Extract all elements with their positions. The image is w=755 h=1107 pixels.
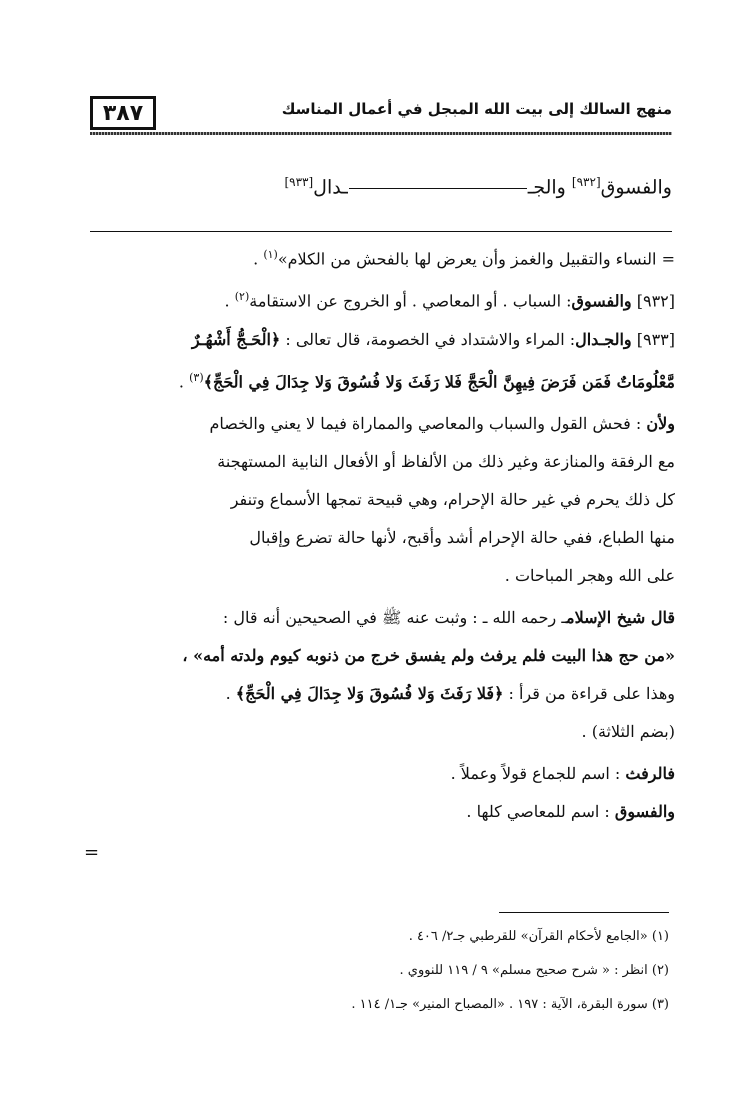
wa-an-paragraph: ولأن : فحش القول والسباب والمعاصي والمماراة فيما لا يعني والخصام [209, 413, 675, 433]
wa-an-line: على الله وهجر المباحات . [504, 565, 675, 585]
quran-quote: ﴿فَلا رَفَثَ وَلا فُسُوقَ وَلا جِدَالَ فِي الْحَجِّ﴾ [235, 683, 504, 703]
entry-932: [٩٣٢] والفسوق: السباب . أو المعاصي . أو الخروج عن الاستقامة$^{(٢)}$ . [224, 290, 675, 311]
commentary-body [80, 236, 675, 831]
entry-term: والجـدال [575, 329, 632, 349]
qiraa-line: وهذا على قراءة من قرأ : ﴿فَلا رَفَثَ وَلا فُسُوقَ وَلا جِدَالَ فِي الْحَجِّ﴾ . [225, 683, 675, 703]
footnote-1: (١) «الجامع لأحكام القرآن» للقرطبي جـ٢/ ٤٠٦ . [408, 929, 669, 944]
verse-word-jidal-end: ـدال [313, 176, 348, 199]
verse-word-fusuq: والفسوق [600, 176, 672, 199]
damm-note: (بضم الثلاثة) . [581, 721, 675, 741]
header-rule [90, 132, 672, 135]
shaykh-quote: قال شيخ الإسلامـ رحمه الله ـ : وثبت عنه ﷺ في الصحيحين أنه قال : [222, 607, 675, 627]
verse-rule [90, 231, 672, 232]
page-number: ٣٨٧ [90, 96, 156, 130]
hadith: «من حج هذا البيت فلم يرفث ولم يفسق خرج من ذنوبه كيوم ولدته أمه» ، [182, 645, 675, 665]
page-header [90, 96, 672, 140]
verse-ref-933: [٩٣٣] [284, 175, 314, 189]
verse-ref-932: [٩٣٢] [571, 175, 601, 189]
continuation-line: = النساء والتقبيل والغمز وأن يعرض لها بالفحش من الكلام»$^{(١)}$ . [253, 248, 675, 269]
footnote-3: (٣) سورة البقرة، الآية : ١٩٧ . «المصباح المنير» جـ١/ ١١٤ . [351, 997, 669, 1012]
verse-line [284, 175, 672, 198]
kashida-stretch [349, 188, 527, 189]
running-title: منهج السالك إلى بيت الله المبجل في أعمال المناسك [281, 100, 672, 118]
paragraph-term: ولأن [646, 413, 675, 433]
footnote-2: (٢) انظر : « شرح صحيح مسلم» ٩ / ١١٩ للنووي . [399, 963, 669, 978]
entry-number: [٩٣٣] [631, 329, 675, 349]
fusuq-definition: والفسوق : اسم للمعاصي كلها . [466, 801, 675, 821]
footnote-ref: (٣) [189, 370, 204, 384]
entry-933-cont: مَّعْلُومَاتٌ فَمَن فَرَضَ فِيهِنَّ الْحَجَّ فَلا رَفَثَ وَلا فُسُوقَ وَلا جِدَالَ فِي الْحَجِّ﴾$^{(٣)}$ . [178, 370, 675, 391]
paragraph-term: والفسوق [614, 801, 675, 821]
verse-word-jidal-start: والجـ [527, 176, 566, 199]
wa-an-line: منها الطباع، ففي حالة الإحرام أشد وأقبح، لأنها حالة تضرع وإقبال [249, 527, 675, 547]
wa-an-line: كل ذلك يحرم في غير حالة الإحرام، وهي قبيحة تمجها الأسماع وتنفر [230, 489, 675, 509]
footnote-ref: (١) [263, 248, 278, 261]
footnote-rule [499, 912, 669, 913]
footnote-ref: (٢) [234, 290, 250, 304]
wa-an-line: مع الرفقة والمنازعة وغير ذلك من الألفاظ أو الأفعال النابية المستهجنة [217, 451, 675, 471]
entry-933: [٩٣٣] والجـدال: المراء والاشتداد في الخصومة، قال تعالى : ﴿الْحَـجُّ أَشْهُـرٌ [191, 329, 675, 349]
entry-term: والفسوق [571, 291, 632, 311]
quran-quote: مَّعْلُومَاتٌ فَمَن فَرَضَ فِيهِنَّ الْحَجَّ فَلا رَفَثَ وَلا فُسُوقَ وَلا جِدَالَ فِي الْحَجِّ﴾ [203, 371, 675, 391]
footnotes [80, 920, 669, 1022]
paragraph-term: فالرفث [625, 763, 675, 783]
paragraph-term: قال شيخ الإسلام [566, 607, 675, 627]
quran-quote: ﴿الْحَـجُّ أَشْهُـرٌ [191, 329, 281, 349]
entry-number: [٩٣٢] [631, 291, 675, 311]
rafath-definition: فالرفث : اسم للجماع قولاً وعملاً . [450, 763, 675, 783]
continuation-mark: = [84, 842, 100, 863]
